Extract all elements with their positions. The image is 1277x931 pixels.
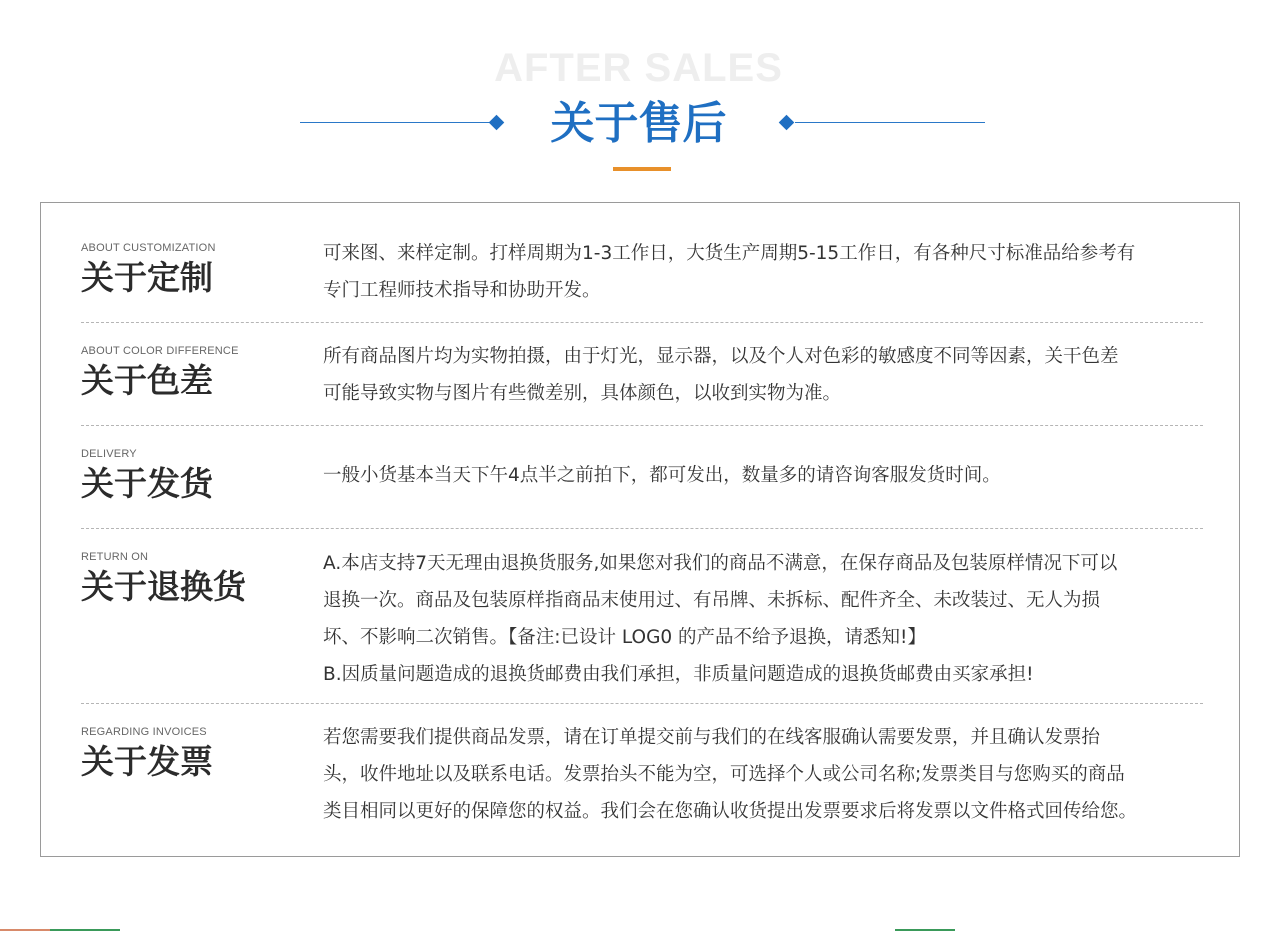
section-body	[323, 545, 1223, 693]
english-title: AFTER SALES	[494, 46, 783, 90]
section-cn-title: 关于退换货	[81, 567, 246, 606]
section-body	[323, 719, 1223, 830]
section-heading	[81, 550, 311, 608]
section-en-label: ABOUT COLOR DIFFERENCE	[81, 345, 239, 357]
section-heading	[81, 725, 311, 783]
section-en-label: ABOUT CUSTOMIZATION	[81, 242, 216, 254]
section-heading	[81, 447, 311, 505]
section-en-label: DELIVERY	[81, 448, 137, 460]
body-line: 可能导致实物与图片有些微差别，具体颜色，以收到实物为准。	[323, 383, 842, 404]
section-divider	[81, 322, 1203, 323]
section-divider	[81, 425, 1203, 426]
body-line: 一般小货基本当天下午4点半之前拍下，都可发出，数量多的请咨询客服发货时间。	[323, 465, 1001, 486]
section-heading	[81, 344, 311, 402]
section-cn-title: 关于发货	[81, 464, 213, 503]
body-line: A.本店支持7天无理由退换货服务,如果您对我们的商品不满意，在保存商品及包装原样情况下可以	[323, 553, 1118, 574]
section-en-label: REGARDING INVOICES	[81, 726, 207, 738]
body-line: 头，收件地址以及联系电话。发票抬头不能为空，可选择个人或公司名称;发票类目与您购买的商品	[323, 764, 1125, 785]
section-divider	[81, 528, 1203, 529]
section-divider	[81, 703, 1203, 704]
body-line: 退换一次。商品及包装原样指商品末使用过、有吊牌、未拆标、配件齐全、未改装过、无人为损	[323, 590, 1101, 611]
section-cn-title: 关于定制	[81, 258, 213, 297]
body-line: 可来图、来样定制。打样周期为1-3工作日，大货生产周期5-15工作日，有各种尺寸标准品给参考有	[323, 243, 1136, 264]
body-line: 类目相同以更好的保障您的权益。我们会在您确认收货提出发票要求后将发票以文件格式回传给您。	[323, 801, 1138, 822]
bottom-edge-strip	[0, 926, 1277, 931]
body-line: 坏、不影响二次销售。【备注:已设计 LOG0 的产品不给予退换，请悉知!】	[323, 627, 926, 648]
after-sales-panel	[40, 202, 1240, 857]
page-header	[0, 0, 1277, 190]
title-underline	[613, 167, 671, 171]
section-body	[323, 338, 1223, 412]
right-decor-line	[795, 122, 985, 123]
section-cn-title: 关于发票	[81, 742, 213, 781]
section-body	[323, 235, 1223, 309]
section-body	[323, 457, 1223, 494]
section-en-label: RETURN ON	[81, 551, 149, 563]
section-cn-title: 关于色差	[81, 361, 213, 400]
body-line: 所有商品图片均为实物拍摄，由于灯光，显示器，以及个人对色彩的敏感度不同等因素，关干色差	[323, 346, 1119, 367]
body-line: 若您需要我们提供商品发票，请在订单提交前与我们的在线客服确认需要发票，并且确认发票抬	[323, 727, 1101, 748]
body-line: B.因质量问题造成的退换货邮费由我们承担，非质量问题造成的退换货邮费由买家承担!	[323, 664, 1034, 685]
page-title: 关于售后	[550, 98, 727, 149]
body-line: 专门工程师技术指导和协助开发。	[323, 280, 601, 301]
section-heading	[81, 241, 311, 299]
